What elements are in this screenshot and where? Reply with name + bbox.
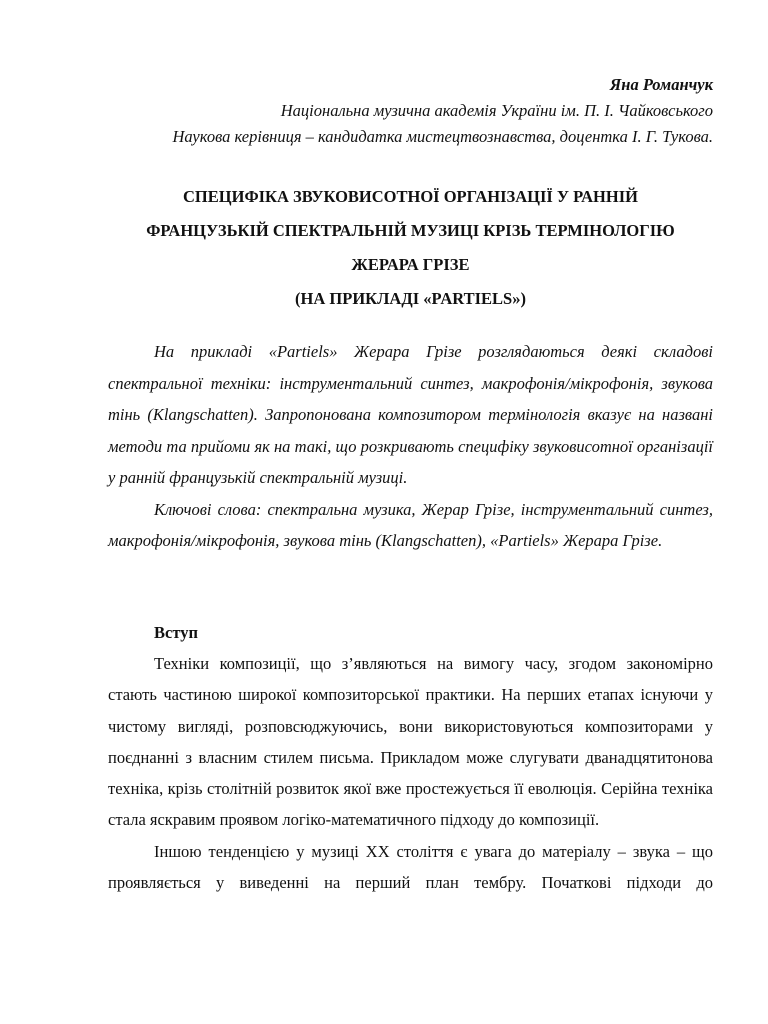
scientific-supervisor: Наукова керівниця – кандидатка мистецтвознавства, доцентка І. Г. Тукова. [172,127,713,146]
title-line-2: ФРАНЦУЗЬКІЙ СПЕКТРАЛЬНІЙ МУЗИЦІ КРІЗЬ ТЕРМІНОЛОГІЮ [146,221,675,240]
author-name: Яна Романчук [609,75,713,94]
author-block [172,72,713,150]
title-line-1: СПЕЦИФІКА ЗВУКОВИСОТНОЇ ОРГАНІЗАЦІЇ У РАННІЙ [183,187,638,206]
article-title [108,180,713,316]
intro-paragraph-1: Техніки композиції, що з’являються на вимогу часу, згодом закономірно стають частиною широкої композиторської практики. На перших етапах існуючи у чистому вигляді, розповсюджуючись, вони використовуються композиторами у поєднанні з власним стилем письма. Прикладом може слугувати дванадцятитонова техніка, крізь столітній розвиток якої вже простежується її еволюція. Серійна техніка стала яскравим проявом логіко-математичного підходу до композиції. [108,654,713,830]
keywords: Ключові слова: спектральна музика, Жерар Грізе, інструментальний синтез, макрофонія/мікрофонія, звукова тінь (Klangschatten), «Partiels» Жерара Грізе. [108,499,713,550]
author-affiliation: Національна музична академія України ім. П. І. Чайковського [280,101,713,120]
abstract-text: На прикладі «Partiels» Жерара Грізе розглядаються деякі складові спектральної техніки: інструментальний синтез, макрофонія/мікрофонія, звукова тінь (Klangschatten). Запропонована композитором термінологія вказує на названі методи та прийоми як на такі, що розкривають специфіку звуковисотної організації у ранній французькій спектральній музиці. [108,342,713,487]
abstract [108,336,713,557]
title-line-3: ЖЕРАРА ГРІЗЕ [351,255,470,274]
intro-body [108,648,713,898]
section-heading-intro: Вступ [154,623,198,642]
title-line-4: (НА ПРИКЛАДІ «PARTIELS») [295,289,526,308]
intro-paragraph-2: Іншою тенденцією у музиці ХХ століття є увага до матеріалу – звука – що проявляється у виведенні на перший план тембру. Початкові підходи до [108,841,713,893]
